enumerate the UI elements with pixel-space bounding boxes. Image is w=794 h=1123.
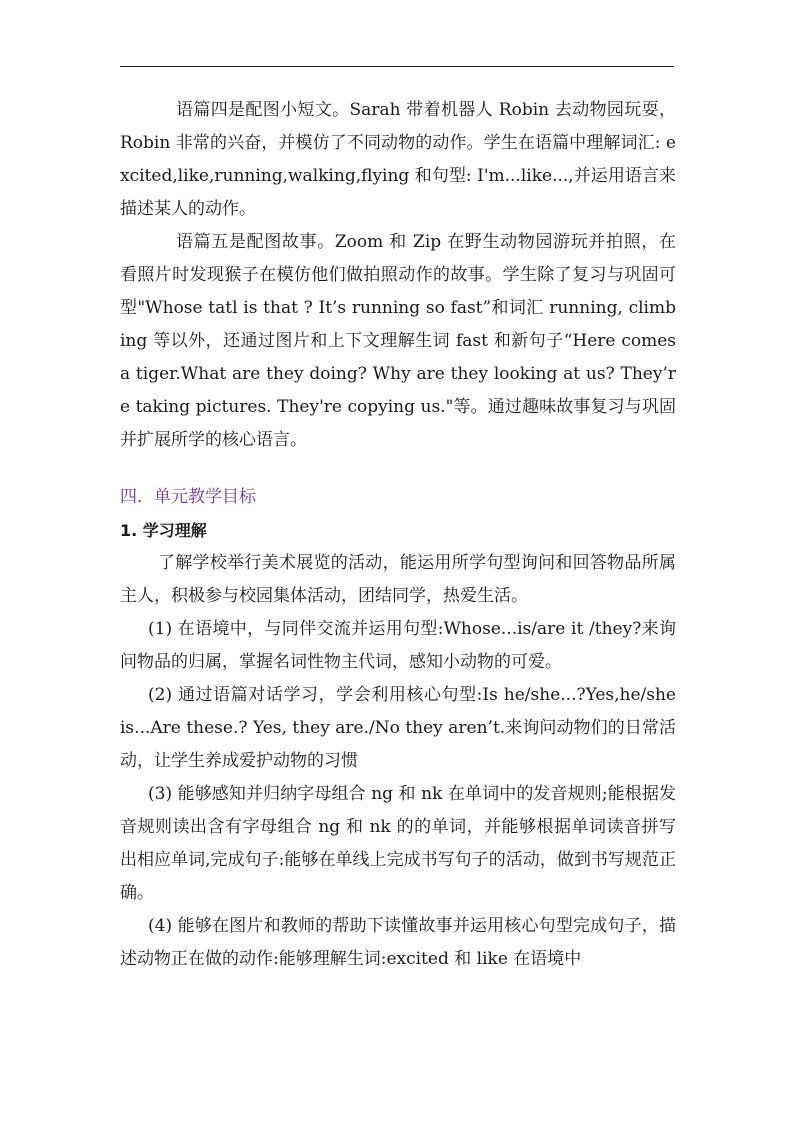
goal-item-3: (3) 能够感知并归纳字母组合 ng 和 nk 在单词中的发音规则;能根据发音规则读出含有字母组合 ng 和 nk 的的单词，并能够根据单词读音拼写出相应单词,完成句子:能够在单线上完成书写句子的活动，做到书写规范正确。: [120, 784, 676, 903]
intro-paragraph: 了解学校举行美术展览的活动，能运用所学句型询问和回答物品所属主人，积极参与校园集体活动，团结同学，热爱生活。: [120, 553, 676, 606]
goal-item-1: (1) 在语境中，与同伴交流并运用句型:Whose...is/are it /they?来询问物品的归属，掌握名词性物主代词，感知小动物的可爱。: [120, 619, 676, 672]
goal-item-4: (4) 能够在图片和教师的帮助下读懂故事并运用核心句型完成句子，描述动物正在做的动作:能够理解生词:excited 和 like 在语境中: [120, 916, 676, 969]
goal-item-2: (2) 通过语篇对话学习，学会利用核心句型:Is he/she...?Yes,he/she is...Are these.? Yes, they are./No they aren’t.来询问动物们的日常活动，让学生养成爱护动物的习惯: [120, 685, 676, 771]
document-body: [120, 94, 676, 976]
sub-heading: 1. 学习理解: [120, 521, 207, 540]
section-heading: 四．单元教学目标: [120, 487, 256, 507]
spacer: [120, 457, 676, 481]
paragraph-text-four: 语篇四是配图小短文。Sarah 带着机器人 Robin 去动物园玩耍，Robin 非常的兴奋，并模仿了不同动物的动作。学生在语篇中理解词汇: excited,like,running,walking,flying 和句型: I'm...like...,并运用语言来描述某人的动作。: [120, 100, 676, 219]
header-rule: [120, 66, 674, 67]
paragraph-text-five: 语篇五是配图故事。Zoom 和 Zip 在野生动物园游玩并拍照，在看照片时发现猴子在模仿他们做拍照动作的故事。学生除了复习与巩固可型"Whose tatl is that ? It’s running so fast”和词汇 running, climbing 等以外，还通过图片和上下文理解生词 fast 和新句子“Here comes a tiger.What are they doing? Why are they looking at us? They’re taking pictures. They're copying us."等。通过趣味故事复习与巩固并扩展所学的核心语言。: [120, 232, 676, 450]
